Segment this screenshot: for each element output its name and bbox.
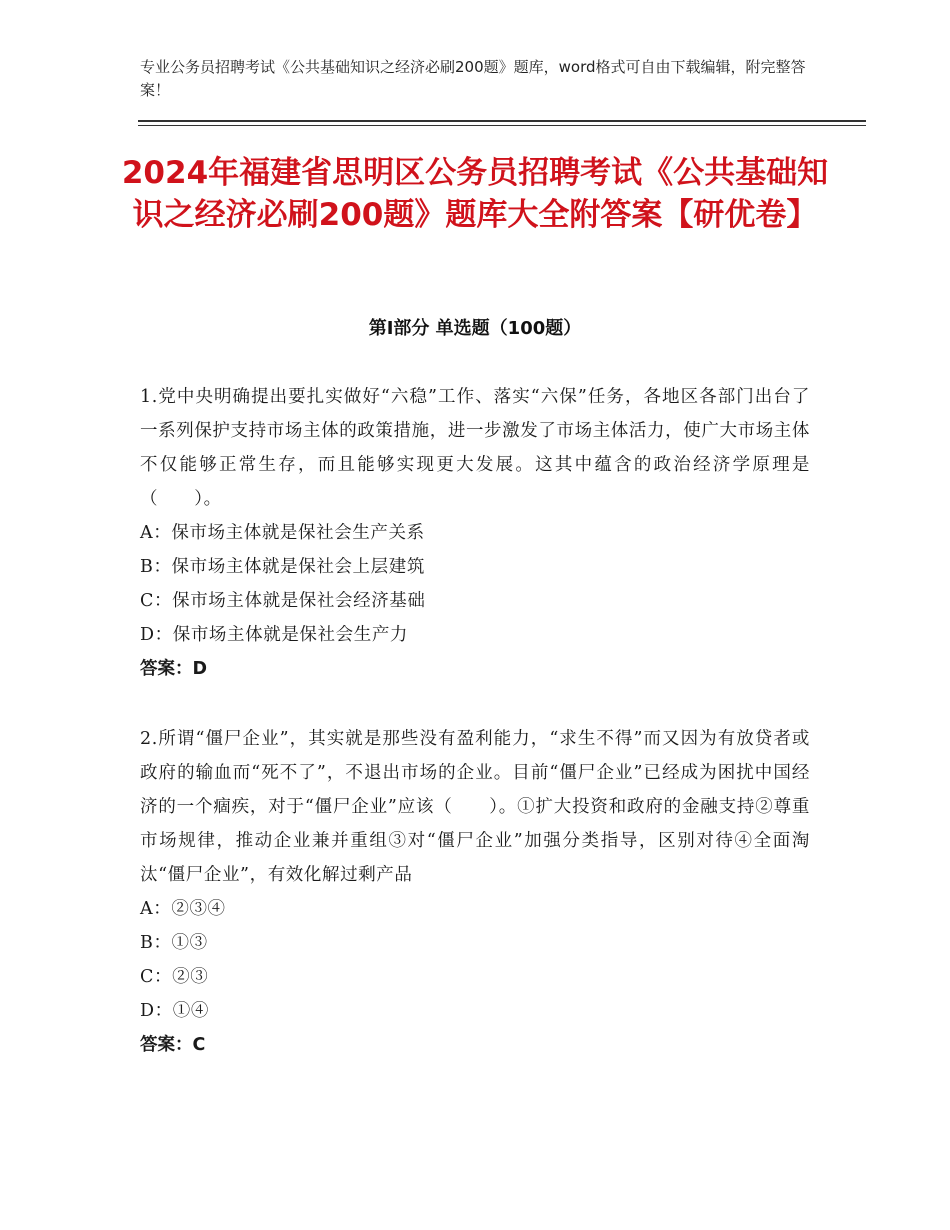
option-c: C：保市场主体就是保社会经济基础 — [140, 591, 426, 611]
question-2 — [140, 722, 810, 1062]
option-a: A：②③④ — [140, 899, 226, 919]
option-c: C：②③ — [140, 967, 209, 987]
question-stem: 2.所谓“僵尸企业”，其实就是那些没有盈利能力，“求生不得”而又因为有放贷者或政府的输血而“死不了”，不退出市场的企业。目前“僵尸企业”已经成为困扰中国经济的一个痼疾，对于“僵尸企业”应该（ ）。①扩大投资和政府的金融支持②尊重市场规律，推动企业兼并重组③对“僵尸企业”加强分类指导，区别对待④全面淘汰“僵尸企业”，有效化解过剩产品 — [140, 729, 810, 885]
header-divider-thin — [138, 125, 866, 126]
question-1 — [140, 380, 810, 686]
option-d: D：保市场主体就是保社会生产力 — [140, 625, 409, 645]
header-divider-thick — [138, 120, 866, 122]
header-note: 专业公务员招聘考试《公共基础知识之经济必刷200题》题库，word格式可自由下载编辑，附完整答案！ — [140, 58, 806, 99]
document-title: 2024年福建省思明区公务员招聘考试《公共基础知识之经济必刷200题》题库大全附答案【研优卷】 — [121, 155, 829, 233]
option-b: B：保市场主体就是保社会上层建筑 — [140, 557, 425, 577]
answer: 答案：D — [140, 659, 208, 679]
option-d: D：①④ — [140, 1001, 209, 1021]
option-a: A：保市场主体就是保社会生产关系 — [140, 523, 425, 543]
section-heading: 第Ⅰ部分 单选题（100题） — [368, 318, 582, 339]
option-b: B：①③ — [140, 933, 208, 953]
answer: 答案：C — [140, 1035, 206, 1055]
question-stem: 1.党中央明确提出要扎实做好“六稳”工作、落实“六保”任务，各地区各部门出台了一系列保护支持市场主体的政策措施，进一步激发了市场主体活力，使广大市场主体不仅能够正常生存，而且能够实现更大发展。这其中蕴含的政治经济学原理是（ ）。 — [140, 387, 810, 509]
